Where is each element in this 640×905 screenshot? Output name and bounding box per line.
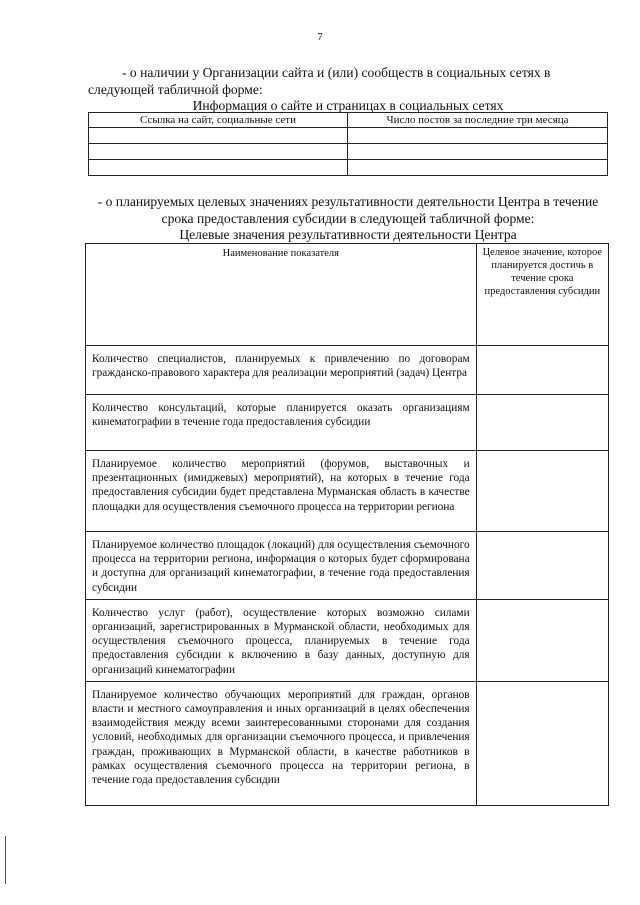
table-row [86,395,609,451]
value-cell [476,532,608,600]
indicator-cell: Количество специалистов, планируемых к привлечению по договорам гражданско-правового характера для реализации мероприятий (задач) Центра [86,346,477,395]
social-table-header [89,113,608,128]
table-row [86,346,609,395]
social-header-link: Ссылка на сайт, социальные сети [89,113,348,128]
table-row [86,532,609,600]
table-row [86,681,609,805]
targets-table-header [86,244,609,346]
social-table [88,112,608,176]
page-number: 7 [317,31,323,43]
social-header-posts: Число постов за последние три месяца [348,113,608,128]
table-cell [89,128,348,144]
indicator-cell: Планируемое количество площадок (локаций) для осуществления съемочного процесса на территории региона, информация о которых будет сформирована и доступна для организаций кинематографии, в течение года предоставления субсидии [86,532,477,600]
value-cell [476,346,608,395]
table-row [86,599,609,681]
header-indicator-name: Наименование показателя [86,244,477,346]
targets-table [85,243,609,806]
table-cell [348,128,608,144]
targets-table-caption: Целевые значения результативности деятельности Центра [179,227,517,242]
table-row [89,144,608,160]
table-cell [89,160,348,176]
value-cell [476,681,608,805]
scan-margin-mark [5,836,6,884]
table-cell [348,160,608,176]
header-target-value: Целевое значение, которое планируется достичь в течение срока предоставления субсидии [476,244,608,346]
indicator-cell: Количество консультаций, которые планируется оказать организациям кинематографии в течение года предоставления субсидии [86,395,477,451]
social-table-caption: Информация о сайте и страницах в социальных сетях [192,98,504,113]
value-cell [476,451,608,532]
table-cell [348,144,608,160]
table-row [89,160,608,176]
value-cell [476,599,608,681]
table-cell [89,144,348,160]
value-cell [476,395,608,451]
indicator-cell: Планируемое количество обучающих мероприятий для граждан, органов власти и местного самоуправления и иных организаций в целях обеспечения взаимодействия между всеми заинтересованными сторонами для создания условий, необходимых для организации съемочного процесса, и привлечения граждан, проживающих в Мурманской области, в качестве работников в рамках осуществления съемочного процесса на территории региона, в течение года предоставления субсидии [86,681,477,805]
table-row [89,128,608,144]
intro-paragraph: - о наличии у Организации сайта и (или) сообществ в социальных сетях в следующей табличной форме: [88,65,551,97]
table-row [86,451,609,532]
indicator-cell: Количество услуг (работ), осуществление которых возможно силами организаций, зарегистрированных в Мурманской области, необходимых для осуществления съемочного процесса, планируемых в течение года предоставления субсидии к включению в базу данных, доступную для организаций кинематографии [86,599,477,681]
indicator-cell: Планируемое количество мероприятий (форумов, выставочных и презентационных (имиджевых) мероприятий), на которых в течение года предоставления субсидии будет представлена Мурманская область в качестве площадки для осуществления съемочного процесса на территории региона [86,451,477,532]
targets-paragraph: - о планируемых целевых значениях результативности деятельности Центра в течение срока предоставления субсидии в следующей табличной форме: [97,194,599,226]
